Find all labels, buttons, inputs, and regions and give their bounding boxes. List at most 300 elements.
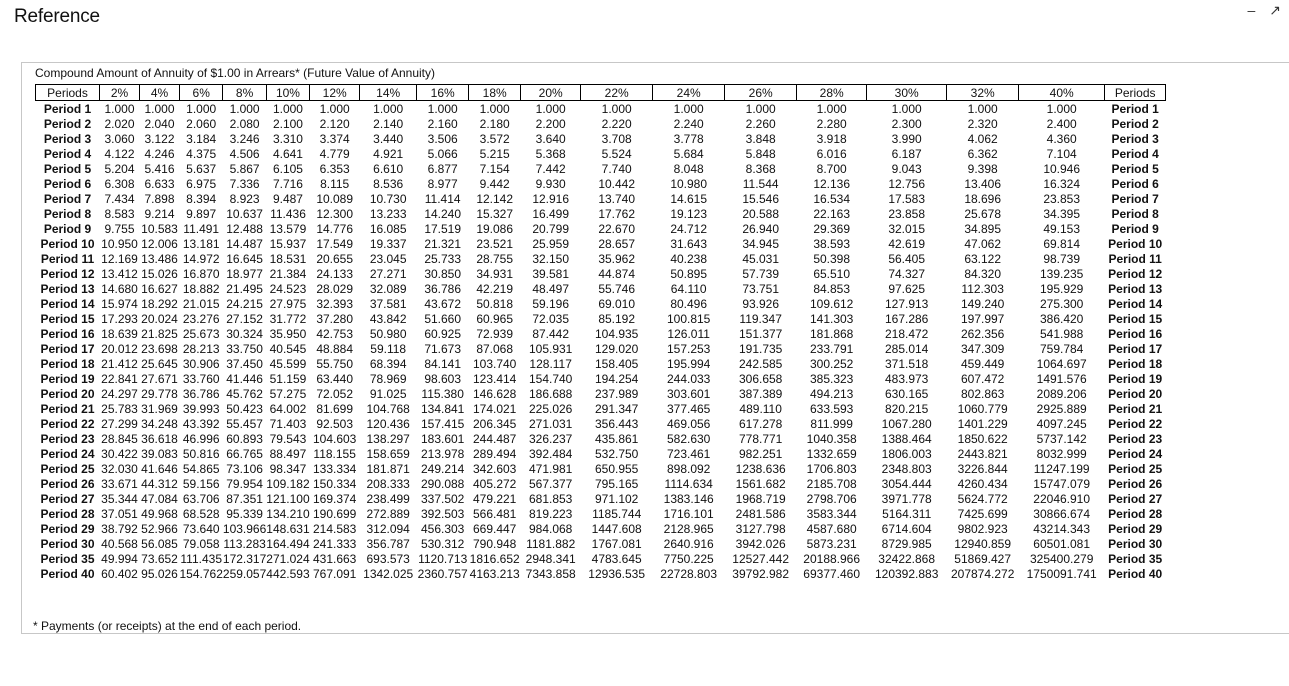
- table-cell: 25.678: [964, 206, 1002, 221]
- table-cell: 42.619: [888, 236, 926, 251]
- table-row: [36, 281, 1166, 296]
- table-cell: 85.192: [598, 311, 636, 326]
- table-cell: 17.762: [598, 206, 636, 221]
- table-cell: 24.297: [101, 386, 138, 401]
- table-cell: 271.024: [266, 551, 310, 566]
- column-header: Periods: [36, 85, 100, 101]
- table-row: [36, 566, 1166, 581]
- table-cell: 6.975: [186, 176, 217, 191]
- table-cell: 47.062: [964, 236, 1002, 251]
- table-cell: 1185.744: [592, 506, 642, 521]
- table-cell: 300.252: [809, 356, 854, 371]
- table-cell: 141.303: [809, 311, 854, 326]
- table-cell: 1.000: [745, 101, 776, 116]
- table-cell: 15.327: [476, 206, 514, 221]
- table-row: [36, 536, 1166, 551]
- table-cell: 10.583: [141, 221, 178, 236]
- table-cell: 1767.081: [591, 536, 642, 551]
- table-cell: 312.094: [366, 521, 410, 536]
- table-cell: 20.024: [141, 311, 178, 326]
- table-cell: 43.842: [369, 311, 407, 326]
- table-cell: 469.056: [666, 416, 711, 431]
- row-label: Period 28: [40, 506, 95, 521]
- table-cell: 12.756: [888, 176, 926, 191]
- row-label-right: Period 10: [1108, 236, 1163, 251]
- table-cell: 7.154: [479, 161, 510, 176]
- table-cell: 2.200: [535, 116, 566, 131]
- table-cell: 18.882: [182, 281, 220, 296]
- row-label-right: Period 7: [1111, 191, 1159, 206]
- table-cell: 347.309: [960, 341, 1005, 356]
- row-label-right: Period 27: [1108, 491, 1163, 506]
- table-cell: 23.045: [369, 251, 407, 266]
- table-cell: 42.219: [476, 281, 514, 296]
- table-cell: 34.248: [141, 416, 178, 431]
- table-cell: 22.670: [598, 221, 636, 236]
- table-cell: 50.816: [182, 446, 220, 461]
- table-cell: 22.163: [813, 206, 851, 221]
- table-cell: 2798.706: [806, 491, 857, 506]
- table-cell: 3583.344: [806, 506, 857, 521]
- row-label: Period 2: [43, 116, 92, 131]
- table-cell: 39.581: [532, 266, 570, 281]
- table-cell: 104.768: [366, 401, 410, 416]
- minimize-icon[interactable]: –: [1247, 2, 1256, 18]
- table-cell: 494.213: [809, 386, 854, 401]
- table-cell: 5.524: [601, 146, 632, 161]
- table-cell: 10.637: [226, 206, 263, 221]
- table-cell: 72.052: [316, 386, 354, 401]
- table-cell: 30866.674: [1033, 506, 1091, 521]
- column-header: 12%: [310, 85, 360, 101]
- table-cell: 984.068: [528, 521, 573, 536]
- table-cell: 435.861: [594, 431, 639, 446]
- table-cell: 1064.697: [1036, 356, 1087, 371]
- table-cell: 6.362: [967, 146, 998, 161]
- table-cell: 71.673: [424, 341, 462, 356]
- table-cell: 34.931: [476, 266, 514, 281]
- row-label: Period 12: [40, 266, 95, 281]
- table-row: [36, 116, 1166, 131]
- table-cell: 326.237: [528, 431, 573, 446]
- table-cell: 28.845: [101, 431, 138, 446]
- table-cell: 21.412: [101, 356, 138, 371]
- table-row: [36, 416, 1166, 431]
- table-cell: 15.937: [269, 236, 307, 251]
- row-label-right: Period 30: [1108, 536, 1163, 551]
- table-cell: 259.057: [222, 566, 267, 581]
- table-cell: 138.297: [366, 431, 410, 446]
- table-cell: 27.271: [369, 266, 407, 281]
- table-cell: 41.446: [226, 371, 263, 386]
- table-row: [36, 491, 1166, 506]
- table-cell: 1342.025: [363, 566, 414, 581]
- table-cell: 1060.779: [957, 401, 1008, 416]
- table-cell: 1561.682: [735, 476, 786, 491]
- table-cell: 18.531: [269, 251, 307, 266]
- table-cell: 14.615: [670, 191, 708, 206]
- table-cell: 17.583: [888, 191, 926, 206]
- table-cell: 11.544: [742, 176, 779, 191]
- table-cell: 9.398: [967, 161, 998, 176]
- table-cell: 154.762: [179, 566, 223, 581]
- table-cell: 356.787: [366, 536, 410, 551]
- table-cell: 13.579: [269, 221, 307, 236]
- table-cell: 22046.910: [1033, 491, 1091, 506]
- table-cell: 385.323: [809, 371, 854, 386]
- table-cell: 38.792: [101, 521, 138, 536]
- table-cell: 30.324: [226, 326, 263, 341]
- row-label-right: Period 24: [1108, 446, 1163, 461]
- table-cell: 2.400: [1046, 116, 1077, 131]
- table-cell: 289.494: [472, 446, 517, 461]
- table-cell: 113.283: [223, 536, 266, 551]
- table-cell: 6.016: [816, 146, 847, 161]
- table-cell: 19.086: [476, 221, 514, 236]
- table-cell: 29.778: [141, 386, 178, 401]
- table-cell: 23.521: [476, 236, 514, 251]
- row-label-right: Period 13: [1108, 281, 1163, 296]
- row-label-right: Period 8: [1111, 206, 1159, 221]
- table-cell: 21.321: [424, 236, 462, 251]
- table-cell: 123.414: [472, 371, 517, 386]
- row-label-right: Period 20: [1108, 386, 1163, 401]
- table-cell: 386.420: [1039, 311, 1084, 326]
- table-cell: 356.443: [594, 416, 639, 431]
- table-cell: 290.088: [420, 476, 465, 491]
- table-cell: 5.637: [186, 161, 217, 176]
- expand-icon[interactable]: ↗: [1269, 2, 1281, 18]
- table-cell: 3971.778: [881, 491, 932, 506]
- table-cell: 1.000: [816, 101, 847, 116]
- table-cell: 1114.634: [664, 476, 713, 491]
- table-cell: 3.640: [535, 131, 566, 146]
- table-cell: 12.142: [476, 191, 514, 206]
- table-cell: 9.043: [891, 161, 922, 176]
- table-cell: 8.048: [673, 161, 704, 176]
- table-cell: 6.308: [104, 176, 135, 191]
- table-cell: 1.000: [1046, 101, 1077, 116]
- table-cell: 303.601: [666, 386, 711, 401]
- table-cell: 7.336: [229, 176, 260, 191]
- table-cell: 2.140: [373, 116, 404, 131]
- table-row: [36, 461, 1166, 476]
- table-cell: 134.841: [420, 401, 465, 416]
- table-cell: 13.181: [182, 236, 220, 251]
- table-cell: 15.974: [101, 296, 138, 311]
- table-cell: 24.712: [670, 221, 708, 236]
- table-cell: 40.238: [670, 251, 708, 266]
- table-cell: 95.026: [141, 566, 178, 581]
- table-cell: 98.739: [1043, 251, 1081, 266]
- table-cell: 8.368: [745, 161, 776, 176]
- table-cell: 819.223: [528, 506, 573, 521]
- row-label-right: Period 9: [1111, 221, 1159, 236]
- row-label-right: Period 22: [1108, 416, 1163, 431]
- table-cell: 10.980: [670, 176, 708, 191]
- table-cell: 37.051: [101, 506, 138, 521]
- table-cell: 98.347: [269, 461, 307, 476]
- table-cell: 1850.622: [957, 431, 1008, 446]
- table-cell: 181.871: [366, 461, 410, 476]
- table-row: [36, 356, 1166, 371]
- table-cell: 1.000: [186, 101, 217, 116]
- table-cell: 28.029: [316, 281, 354, 296]
- table-cell: 59.196: [532, 296, 570, 311]
- table-cell: 119.347: [739, 311, 782, 326]
- table-cell: 12.916: [532, 191, 570, 206]
- table-cell: 87.351: [226, 491, 263, 506]
- table-cell: 25.673: [182, 326, 220, 341]
- table-row: [36, 296, 1166, 311]
- table-cell: 2.220: [601, 116, 632, 131]
- table-cell: 60.925: [424, 326, 462, 341]
- table-cell: 16.627: [141, 281, 178, 296]
- table-cell: 109.612: [809, 296, 854, 311]
- table-cell: 23.698: [141, 341, 178, 356]
- row-label: Period 13: [40, 281, 95, 296]
- table-cell: 25.733: [424, 251, 462, 266]
- table-cell: 14.240: [424, 206, 462, 221]
- table-cell: 17.519: [424, 221, 462, 236]
- table-cell: 225.026: [528, 401, 573, 416]
- table-cell: 15.026: [141, 266, 178, 281]
- table-cell: 4.641: [272, 146, 303, 161]
- table-cell: 33.671: [101, 476, 138, 491]
- table-cell: 27.299: [101, 416, 138, 431]
- table-cell: 64.110: [670, 281, 707, 296]
- table-cell: 35.962: [598, 251, 636, 266]
- table-cell: 12936.535: [588, 566, 646, 581]
- table-cell: 8.977: [427, 176, 458, 191]
- table-cell: 650.955: [594, 461, 639, 476]
- table-cell: 26.940: [742, 221, 780, 236]
- table-cell: 811.999: [810, 416, 853, 431]
- table-cell: 3.440: [373, 131, 404, 146]
- table-cell: 169.374: [312, 491, 357, 506]
- table-cell: 9.930: [535, 176, 566, 191]
- table-cell: 33.750: [226, 341, 263, 356]
- table-cell: 5164.311: [882, 506, 932, 521]
- table-cell: 12.006: [141, 236, 178, 251]
- table-cell: 982.251: [738, 446, 783, 461]
- table-cell: 56.085: [141, 536, 178, 551]
- page-title: Reference: [14, 6, 100, 27]
- row-label-right: Period 14: [1108, 296, 1163, 311]
- table-cell: 459.449: [960, 356, 1005, 371]
- table-cell: 28.213: [182, 341, 220, 356]
- table-cell: 8.923: [229, 191, 260, 206]
- table-cell: 71.403: [269, 416, 307, 431]
- table-cell: 158.659: [366, 446, 410, 461]
- table-cell: 10.089: [316, 191, 354, 206]
- table-cell: 3.246: [229, 131, 260, 146]
- table-cell: 14.487: [226, 236, 263, 251]
- table-cell: 51.660: [424, 311, 462, 326]
- row-label-right: Period 25: [1108, 461, 1163, 476]
- row-label: Period 25: [40, 461, 95, 476]
- table-cell: 31.772: [269, 311, 307, 326]
- table-cell: 68.394: [369, 356, 407, 371]
- table-cell: 22728.803: [660, 566, 718, 581]
- table-cell: 2.040: [144, 116, 175, 131]
- table-cell: 4.246: [144, 146, 175, 161]
- table-cell: 1.000: [535, 101, 566, 116]
- table-cell: 607.472: [960, 371, 1005, 386]
- table-cell: 32.089: [369, 281, 407, 296]
- table-cell: 78.969: [369, 371, 407, 386]
- table-cell: 272.889: [366, 506, 410, 521]
- table-cell: 2.080: [229, 116, 260, 131]
- table-cell: 45.762: [226, 386, 263, 401]
- table-cell: 275.300: [1039, 296, 1084, 311]
- table-cell: 104.935: [594, 326, 639, 341]
- table-cell: 5624.772: [957, 491, 1008, 506]
- column-header: Periods: [1105, 85, 1166, 101]
- table-cell: 13.740: [598, 191, 636, 206]
- table-cell: 3.918: [816, 131, 847, 146]
- table-cell: 2481.586: [735, 506, 786, 521]
- table-cell: 111.435: [180, 551, 222, 566]
- table-cell: 2443.821: [957, 446, 1008, 461]
- table-cell: 1.000: [427, 101, 458, 116]
- table-cell: 16.324: [1043, 176, 1081, 191]
- column-header: 32%: [947, 85, 1019, 101]
- table-cell: 8729.985: [881, 536, 932, 551]
- table-cell: 11247.199: [1033, 461, 1090, 476]
- table-row: [36, 431, 1166, 446]
- table-cell: 14.972: [182, 251, 220, 266]
- table-cell: 47.084: [141, 491, 178, 506]
- row-label: Period 8: [43, 206, 92, 221]
- row-label-right: Period 6: [1111, 176, 1159, 191]
- row-label: Period 21: [40, 401, 95, 416]
- row-label: Period 7: [43, 191, 92, 206]
- table-cell: 471.981: [528, 461, 573, 476]
- table-cell: 208.333: [366, 476, 410, 491]
- table-cell: 43214.343: [1033, 521, 1091, 536]
- table-cell: 69.814: [1043, 236, 1081, 251]
- table-cell: 11.414: [424, 191, 461, 206]
- table-cell: 87.442: [532, 326, 570, 341]
- table-cell: 120.436: [366, 416, 410, 431]
- table-cell: 157.253: [666, 341, 711, 356]
- table-row: [36, 311, 1166, 326]
- table-cell: 1.000: [967, 101, 998, 116]
- table-cell: 134.210: [266, 506, 310, 521]
- table-cell: 898.092: [666, 461, 711, 476]
- table-cell: 291.347: [594, 401, 639, 416]
- table-cell: 36.618: [141, 431, 178, 446]
- table-cell: 971.102: [594, 491, 639, 506]
- table-cell: 213.978: [420, 446, 465, 461]
- table-cell: 8.583: [104, 206, 135, 221]
- table-cell: 1.000: [144, 101, 175, 116]
- table-cell: 249.214: [420, 461, 465, 476]
- table-cell: 541.988: [1039, 326, 1084, 341]
- table-cell: 150.334: [312, 476, 357, 491]
- table-cell: 2.060: [186, 116, 217, 131]
- table-cell: 24.133: [316, 266, 354, 281]
- table-cell: 158.405: [594, 356, 639, 371]
- table-cell: 118.155: [313, 446, 356, 461]
- table-cell: 4.779: [319, 146, 350, 161]
- table-cell: 1806.003: [881, 446, 932, 461]
- table-cell: 60.965: [476, 311, 514, 326]
- table-cell: 59.156: [182, 476, 220, 491]
- table-cell: 15.546: [742, 191, 780, 206]
- row-label-right: Period 40: [1108, 566, 1163, 581]
- table-cell: 1.000: [104, 101, 135, 116]
- table-cell: 1816.652: [469, 551, 520, 566]
- table-cell: 27.152: [226, 311, 263, 326]
- table-cell: 39.083: [141, 446, 178, 461]
- row-label: Period 40: [40, 566, 95, 581]
- table-cell: 1706.803: [806, 461, 857, 476]
- table-cell: 174.021: [472, 401, 517, 416]
- table-cell: 14.776: [316, 221, 354, 236]
- table-cell: 148.631: [266, 521, 310, 536]
- table-cell: 13.233: [369, 206, 407, 221]
- row-label-right: Period 23: [1108, 431, 1163, 446]
- table-cell: 128.117: [529, 356, 572, 371]
- table-cell: 129.020: [594, 341, 639, 356]
- table-cell: 24.523: [269, 281, 307, 296]
- table-cell: 681.853: [528, 491, 573, 506]
- table-cell: 44.312: [141, 476, 178, 491]
- table-cell: 214.583: [312, 521, 357, 536]
- table-cell: 60501.081: [1033, 536, 1091, 551]
- table-cell: 63.440: [316, 371, 354, 386]
- table-cell: 1447.608: [591, 521, 642, 536]
- table-cell: 13.486: [141, 251, 178, 266]
- table-cell: 2.020: [104, 116, 135, 131]
- table-cell: 7750.225: [663, 551, 714, 566]
- table-cell: 489.110: [739, 401, 782, 416]
- row-label-right: Period 11: [1108, 251, 1162, 266]
- table-cell: 32.150: [532, 251, 570, 266]
- table-cell: 13.412: [101, 266, 138, 281]
- table-cell: 104.603: [312, 431, 357, 446]
- annuity-table: [35, 84, 1166, 581]
- table-cell: 72.035: [532, 311, 570, 326]
- row-label: Period 6: [43, 176, 92, 191]
- table-row: [36, 131, 1166, 146]
- table-cell: 7.434: [104, 191, 135, 206]
- table-cell: 778.771: [738, 431, 783, 446]
- table-cell: 12.300: [316, 206, 354, 221]
- column-header: 26%: [725, 85, 797, 101]
- table-cell: 27.975: [269, 296, 307, 311]
- table-cell: 456.303: [420, 521, 465, 536]
- table-cell: 1181.882: [526, 536, 576, 551]
- table-cell: 97.625: [888, 281, 926, 296]
- table-cell: 37.581: [369, 296, 407, 311]
- row-label: Period 4: [43, 146, 92, 161]
- table-cell: 5.368: [535, 146, 566, 161]
- row-label: Period 16: [40, 326, 95, 341]
- table-cell: 191.735: [738, 341, 783, 356]
- table-cell: 1491.576: [1036, 371, 1087, 386]
- table-cell: 262.356: [960, 326, 1005, 341]
- table-cell: 48.497: [532, 281, 570, 296]
- table-cell: 64.002: [269, 401, 307, 416]
- table-cell: 49.994: [101, 551, 138, 566]
- table-cell: 32.393: [316, 296, 354, 311]
- table-cell: 126.011: [667, 326, 710, 341]
- table-cell: 4163.213: [469, 566, 520, 581]
- table-cell: 237.989: [594, 386, 639, 401]
